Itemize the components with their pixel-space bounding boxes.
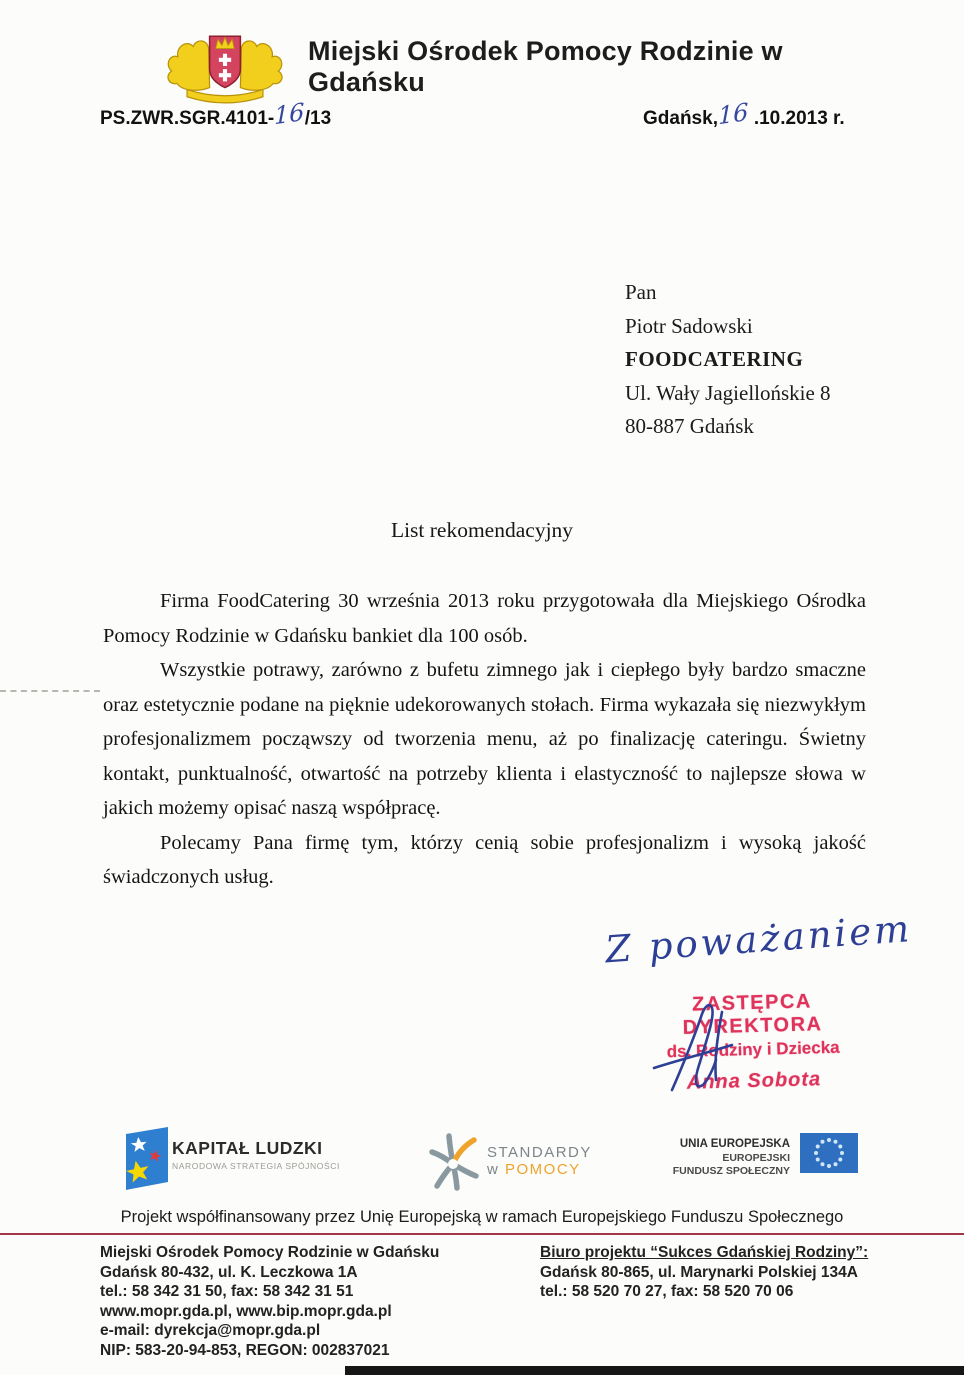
- handwritten-signature: [640, 1000, 770, 1100]
- eu-flag-icon: [800, 1133, 858, 1173]
- letter-title: List rekomendacyjny: [390, 518, 574, 542]
- standardy-line2: [487, 1161, 592, 1178]
- footer-org-name: Miejski Ośrodek Pomocy Rodzinie w Gdańsku: [100, 1244, 440, 1261]
- footer-org-websites: www.mopr.gda.pl, www.bip.mopr.gda.pl: [100, 1302, 392, 1320]
- scan-artifact-line: [0, 690, 100, 692]
- stamp-department: ds. Rodziny i Dziecka: [666, 1037, 840, 1062]
- stamp-title: ZASTĘPCA DYREKTORA: [682, 990, 823, 1039]
- recipient-block: [625, 276, 831, 444]
- stamp-signer-name: Anna Sobota: [686, 1068, 822, 1094]
- paragraph-3: Polecamy Pana firmę tym, którzy cenią sobie profesjonalizm i wysoką jakość świadczonych usług.: [103, 831, 866, 888]
- recipient-company: FOODCATERING: [625, 347, 804, 371]
- reference-number: [100, 97, 332, 131]
- organization-name: Miejski Ośrodek Pomocy Rodzinie w Gdańsku: [308, 36, 783, 97]
- eu-logo-text: [640, 1138, 790, 1179]
- scan-artifact-bar: [345, 1366, 964, 1375]
- eu-line3: FUNDUSZ SPOŁECZNY: [672, 1165, 790, 1177]
- kapital-ludzki-flag-icon: [116, 1126, 172, 1194]
- footer-org-address: Gdańsk 80-432, ul. K. Leczkowa 1A: [100, 1263, 358, 1281]
- gdansk-coat-of-arms-logo: [158, 26, 292, 106]
- footer-divider-rule: [0, 1233, 964, 1235]
- reference-prefix: PS.ZWR.SGR.4101-: [100, 108, 275, 129]
- letter-body: [103, 584, 866, 895]
- footer-project-office-title: Biuro projektu “Sukces Gdańskiej Rodziny”:: [540, 1244, 869, 1261]
- eu-line2: EUROPEJSKI: [722, 1151, 790, 1164]
- reference-suffix: /13: [304, 108, 332, 129]
- handwritten-closing: Z poważaniem: [603, 907, 914, 972]
- standardy-w: w: [487, 1161, 505, 1178]
- standardy-pomocy: POMOCY: [505, 1161, 581, 1178]
- eu-line1: UNIA EUROPEJSKA: [679, 1138, 790, 1150]
- standardy-logo-text: [487, 1144, 592, 1178]
- recipient-salutation: Pan: [625, 280, 657, 304]
- date-city: Gdańsk,: [643, 108, 718, 129]
- kapital-ludzki-title: KAPITAŁ LUDZKI: [172, 1138, 323, 1158]
- recipient-street: Ul. Wały Jagiellońskie 8: [625, 380, 831, 405]
- letter-date: [643, 97, 845, 131]
- reference-handwritten-number: 16: [274, 97, 305, 131]
- footer-org-nip-regon: NIP: 583-20-94-853, REGON: 002837021: [100, 1341, 390, 1359]
- paragraph-2: Wszystkie potrawy, zarówno z bufetu zimnego jak i ciepłego były bardzo smaczne oraz estetycznie podane na pięknie udekorowanych stołach. Firma wykazała się niezwykłym profesjonalizmem począwszy od tworzenia menu, aż po finalizację cateringu. Świetny kontakt, punktualność, otwartość na potrzeby klienta i elastyczność to najlepsze słowa w jakich możemy opisać naszą współpracę.: [103, 659, 866, 819]
- standardy-star-icon: [424, 1128, 482, 1192]
- kapital-ludzki-subtitle: NARODOWA STRATEGIA SPÓJNOŚCI: [172, 1161, 340, 1171]
- footer-project-office-phone: tel.: 58 520 70 27, fax: 58 520 70 06: [540, 1283, 794, 1300]
- reference-row: [0, 97, 964, 131]
- footer-right-column: [540, 1243, 868, 1302]
- footer-left-column: [100, 1243, 439, 1360]
- date-handwritten-day: 16: [718, 97, 749, 131]
- standardy-line1: STANDARDY: [487, 1144, 592, 1161]
- footer-project-office-address: Gdańsk 80-865, ul. Marynarki Polskiej 134A: [540, 1263, 858, 1281]
- footer-org-email: e-mail: dyrekcja@mopr.gda.pl: [100, 1322, 321, 1339]
- date-suffix: .10.2013 r.: [753, 108, 845, 129]
- eu-funding-note: Projekt współfinansowany przez Unię Europejską w ramach Europejskiego Funduszu Społecznego: [120, 1208, 844, 1226]
- paragraph-1: Firma FoodCatering 30 września 2013 roku przygotowała dla Miejskiego Ośrodka Pomocy Rodzinie w Gdańsku bankiet dla 100 osób.: [103, 590, 866, 647]
- recipient-name: Piotr Sadowski: [625, 313, 753, 338]
- recipient-postal-city: 80-887 Gdańsk: [625, 414, 754, 438]
- kapital-ludzki-logo-text: [172, 1138, 340, 1171]
- footer-org-phone: tel.: 58 342 31 50, fax: 58 342 31 51: [100, 1283, 354, 1300]
